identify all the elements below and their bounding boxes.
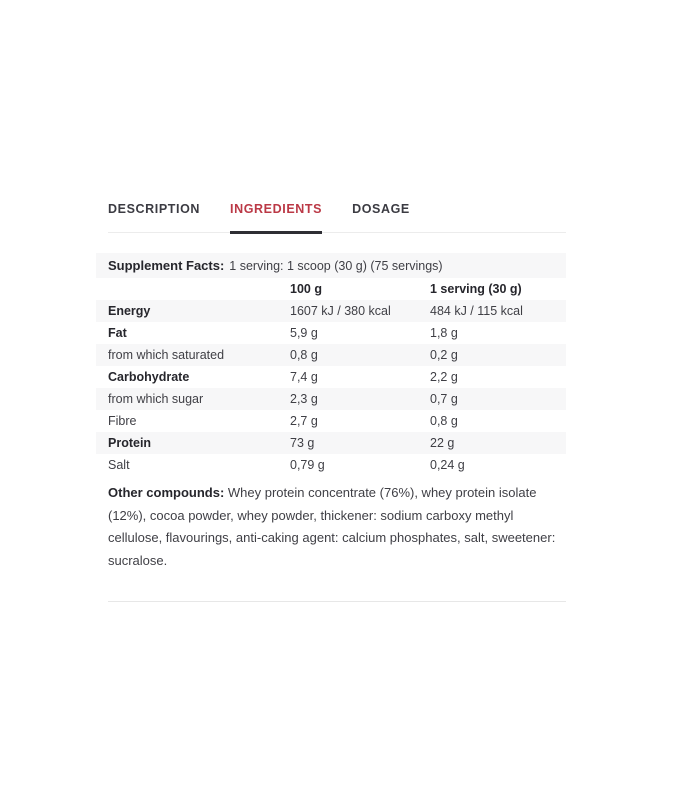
row-value-100g: 2,3 g (290, 392, 318, 406)
row-value-100g: 5,9 g (290, 326, 318, 340)
row-value-serving: 484 kJ / 115 kcal (430, 304, 523, 318)
row-value-serving: 2,2 g (430, 370, 458, 384)
tab-description[interactable]: DESCRIPTION (108, 202, 201, 216)
serving-info: 1 serving: 1 scoop (30 g) (75 servings) (229, 258, 443, 273)
tab-bar (108, 202, 566, 233)
column-header-serving: 1 serving (30 g) (430, 282, 522, 296)
row-label: Fibre (108, 414, 137, 428)
row-value-serving: 0,8 g (430, 414, 458, 428)
row-value-serving: 0,2 g (430, 348, 458, 362)
row-label: Salt (108, 458, 130, 472)
supplement-facts-title: Supplement Facts: (108, 258, 225, 273)
row-value-serving: 0,7 g (430, 392, 458, 406)
column-header-100g: 100 g (290, 282, 322, 296)
table-row (96, 300, 566, 322)
table-row (96, 344, 566, 366)
row-label: Energy (108, 304, 151, 318)
other-compounds-paragraph (108, 482, 560, 572)
row-value-100g: 0,8 g (290, 348, 318, 362)
row-label: from which sugar (108, 392, 204, 406)
row-value-100g: 2,7 g (290, 414, 318, 428)
row-value-100g: 7,4 g (290, 370, 318, 384)
tab-dosage[interactable]: DOSAGE (352, 202, 410, 216)
row-label: Carbohydrate (108, 370, 190, 384)
row-label: from which saturated (108, 348, 225, 362)
table-row (96, 410, 566, 432)
table-column-headers (96, 278, 566, 300)
supplement-facts-table (96, 253, 566, 476)
row-value-100g: 73 g (290, 436, 315, 450)
other-compounds-text: Whey protein concentrate (76%), whey protein isolate (12%), cocoa powder, whey powder, thickener: sodium carboxy methyl cellulose, flavourings, anti-caking agent: calcium phosphates, salt, sweetener: sucralose. (108, 485, 556, 568)
supplement-facts-header (96, 253, 566, 278)
table-row (96, 322, 566, 344)
row-value-serving: 1,8 g (430, 326, 458, 340)
row-label: Protein (108, 436, 152, 450)
other-compounds-label: Other compounds: (108, 485, 225, 500)
table-row (96, 454, 566, 476)
tab-ingredients[interactable]: INGREDIENTS (230, 202, 322, 232)
table-row (96, 388, 566, 410)
table-row (96, 432, 566, 454)
row-value-serving: 22 g (430, 436, 455, 450)
row-label: Fat (108, 326, 127, 340)
row-value-serving: 0,24 g (430, 458, 465, 472)
section-divider (108, 601, 566, 602)
row-value-100g: 0,79 g (290, 458, 325, 472)
table-row (96, 366, 566, 388)
row-value-100g: 1607 kJ / 380 kcal (290, 304, 391, 318)
